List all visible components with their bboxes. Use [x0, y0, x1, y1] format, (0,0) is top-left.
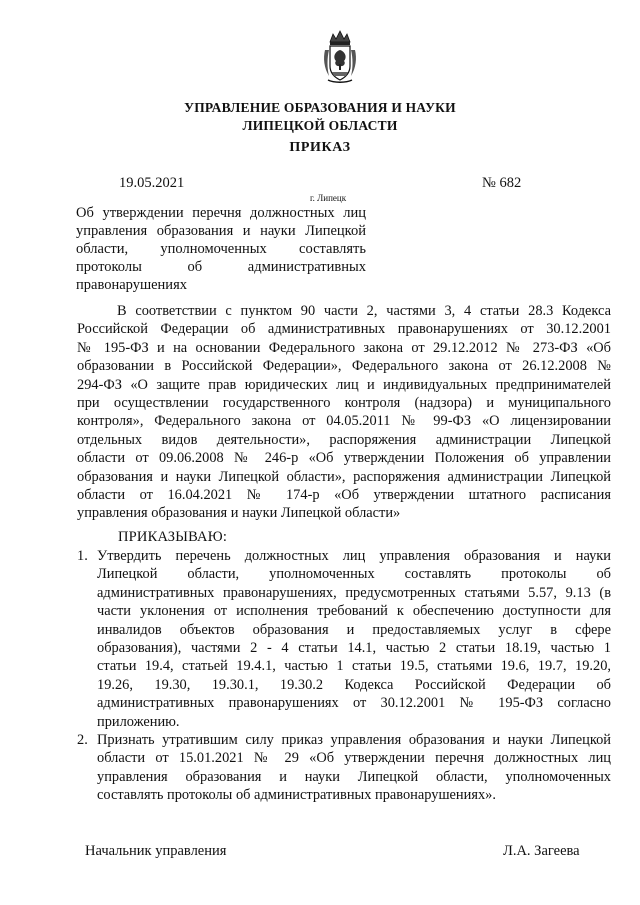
item-line: Липецкой области, уполномоченных составлять протоколы об: [97, 566, 611, 583]
item-line: 19.26, 19.30, 19.30.1, 19.30.2 Кодекса Российской Федерации об: [97, 676, 611, 693]
item-line: инвалидов объектов образования и предоставляемых услуг в сфере: [97, 621, 611, 638]
preamble-line: В соответствии с пунктом 90 части 2, частями 3, 4 статьи 28.3 Кодекса: [117, 303, 611, 319]
item-line: административных правонарушениях, предусмотренных статьями 5.57, 9.13 (в: [97, 584, 611, 601]
preamble-line: образовании в Российской Федерации», Федерального закона от 26.12.2008 №: [77, 358, 611, 375]
order-items-list: [77, 547, 611, 805]
item-line: Утвердить перечень должностных лиц управления образования и науки: [97, 548, 611, 564]
preamble-line: контроля», Федерального закона от 04.05.2011 № 99-ФЗ «О лицензировании: [77, 413, 611, 430]
item-line: административных правонарушениях от 30.12.2001 № 195-ФЗ согласно: [97, 695, 611, 712]
subject-line: Об утверждении перечня должностных лиц: [76, 205, 366, 221]
item-line: статьи 19.4, статьей 19.4.1, частью 1 статьи 19.5, статьями 19.6, 19.7, 19.20,: [97, 658, 611, 675]
order-item: [77, 547, 611, 731]
order-number: № 682: [482, 175, 522, 191]
organization-name-line-1: УПРАВЛЕНИЕ ОБРАЗОВАНИЯ И НАУКИ: [184, 100, 456, 115]
subject-line: области, уполномоченных составлять: [76, 241, 366, 257]
preamble-line: 294-ФЗ «О защите прав юридических лиц и индивидуальных предпринимателей: [77, 376, 611, 393]
order-item: [77, 731, 611, 805]
order-subject: [76, 204, 366, 294]
item-line: управления образования и науки Липецкой области, уполномоченных: [97, 768, 611, 785]
item-line: области от 15.01.2021 № 29 «Об утверждении перечня должностных лиц: [97, 750, 611, 767]
subject-line: управления образования и науки Липецкой: [76, 223, 366, 239]
item-line: приложению.: [97, 713, 180, 730]
subject-line: правонарушениях: [76, 277, 187, 293]
preamble-line: № 195-ФЗ и на основании Федерального закона от 29.12.2012 № 273-ФЗ «Об: [77, 339, 611, 356]
preamble-line: отдельных видов деятельности», распоряжения администрации Липецкой: [77, 431, 611, 448]
issue-city: г. Липецк: [310, 193, 347, 203]
organization-name-line-2: ЛИПЕЦКОЙ ОБЛАСТИ: [242, 118, 398, 133]
item-line: Признать утратившим силу приказ управления образования и науки Липецкой: [97, 732, 611, 749]
document-type: ПРИКАЗ: [289, 140, 351, 155]
preamble-line: образования и науки Липецкой области», распоряжения администрации Липецкой: [77, 468, 611, 485]
preamble-line: области от 09.06.2008 № 246-р «Об утверждении Положения об управлении: [77, 450, 611, 467]
item-line: составлять протоколы об административных правонарушениях».: [97, 787, 496, 804]
item-number: 1.: [77, 548, 88, 564]
preamble-line: управления образования и науки Липецкой области»: [77, 505, 401, 522]
order-directive-heading: ПРИКАЗЫВАЮ:: [118, 529, 228, 545]
preamble-line: Российской Федерации об административных правонарушениях от 30.12.2001: [77, 321, 611, 338]
preamble-paragraph: [77, 302, 611, 523]
signatory-position: Начальник управления: [85, 843, 227, 859]
subject-line: протоколы об административных: [76, 259, 366, 275]
coat-of-arms-icon: [322, 28, 358, 86]
preamble-line: области от 16.04.2021 № 174-р «Об утверждении штатного расписания: [77, 487, 611, 504]
item-line: образования), частями 2 - 4 статьи 14.1, частью 2 статьи 18.19, частью 1: [97, 640, 611, 657]
item-number: 2.: [77, 732, 88, 749]
preamble-line: при осуществлении государственного контроля (надзора) и муниципального: [77, 395, 611, 412]
item-line: части уклонения от исполнения требований к обеспечению доступности для: [97, 603, 611, 620]
order-date: 19.05.2021: [119, 175, 185, 191]
signatory-name: Л.А. Загеева: [503, 843, 580, 859]
